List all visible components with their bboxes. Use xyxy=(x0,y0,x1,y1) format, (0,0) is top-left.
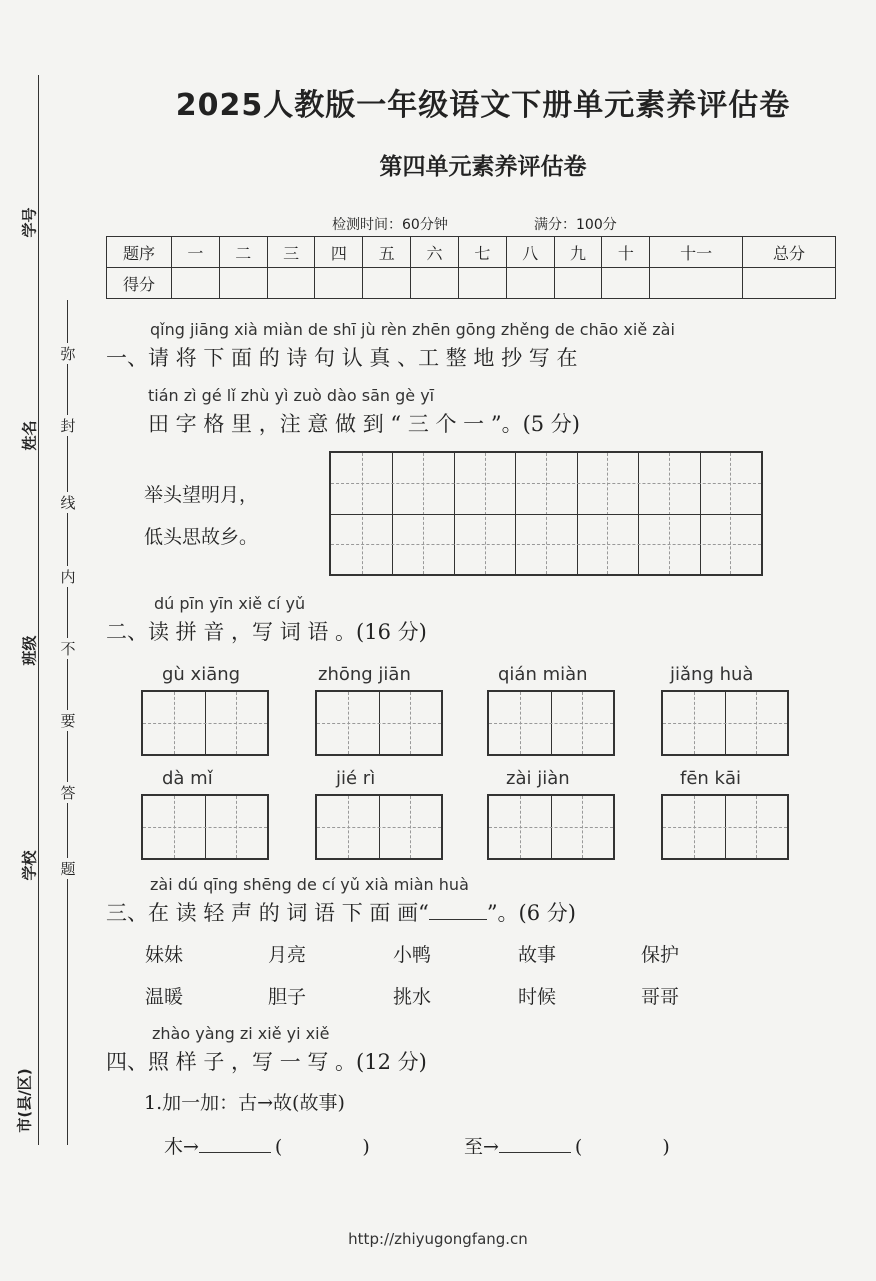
score-cell[interactable] xyxy=(506,268,554,299)
q4-item-1-paren-close: ) xyxy=(362,1136,370,1158)
q4-item-2-label: 至→ xyxy=(464,1136,499,1158)
q3-word[interactable]: 小鸭 xyxy=(393,944,432,966)
q3-word[interactable]: 哥哥 xyxy=(641,986,680,1008)
score-cell[interactable] xyxy=(363,268,411,299)
margin-label-school: 学校 xyxy=(20,850,39,881)
q3-underline-sample xyxy=(429,919,487,920)
seal-char: 题 xyxy=(57,858,79,879)
q4-instruction: 四、照 样 子 ，写 一 写 。(12 分) xyxy=(106,1050,427,1074)
score-col: 十 xyxy=(602,237,650,268)
score-cell[interactable] xyxy=(650,268,743,299)
exam-time: 检测时间：60分钟 xyxy=(332,217,448,233)
score-row-label: 得分 xyxy=(107,268,172,299)
q2-answer-box[interactable] xyxy=(141,794,269,860)
q2-word-pinyin: qián miàn xyxy=(498,664,588,685)
margin-label-name: 姓名 xyxy=(20,420,39,451)
exam-full-score: 满分：100分 xyxy=(534,217,617,233)
margin-label-class: 班级 xyxy=(20,635,39,666)
q4-item-2-paren-close: ) xyxy=(662,1136,670,1158)
score-table xyxy=(106,236,836,299)
q3-word[interactable]: 妹妹 xyxy=(145,944,184,966)
q1-poem-line2: 低头思故乡。 xyxy=(144,526,259,548)
box-dash-h xyxy=(489,723,613,724)
score-col: 二 xyxy=(219,237,267,268)
grid-dash-h xyxy=(331,483,761,484)
q2-word-pinyin: gù xiāng xyxy=(162,664,241,685)
score-cell[interactable] xyxy=(267,268,315,299)
score-cell[interactable] xyxy=(458,268,506,299)
score-col: 十一 xyxy=(650,237,743,268)
q2-answer-box[interactable] xyxy=(315,690,443,756)
q3-word[interactable]: 胆子 xyxy=(268,986,307,1008)
q3-word[interactable]: 保护 xyxy=(641,944,680,966)
score-cell[interactable] xyxy=(743,268,836,299)
score-cell[interactable] xyxy=(554,268,602,299)
box-dash-h xyxy=(663,723,787,724)
q2-answer-box[interactable] xyxy=(661,794,789,860)
box-dash-h xyxy=(143,827,267,828)
margin-label-city: 市(县/区) xyxy=(15,1068,34,1133)
exam-subtitle: 第四单元素养评估卷 xyxy=(379,154,587,180)
score-col: 九 xyxy=(554,237,602,268)
score-cell[interactable] xyxy=(172,268,220,299)
score-cell[interactable] xyxy=(315,268,363,299)
q2-word-pinyin: zhōng jiān xyxy=(318,664,411,685)
seal-char: 封 xyxy=(57,415,79,436)
q4-item-2 xyxy=(464,1130,670,1159)
seal-char: 线 xyxy=(57,492,79,513)
q2-answer-box[interactable] xyxy=(315,794,443,860)
q4-sub1-example: 1.加一加：古→故(故事) xyxy=(144,1092,345,1114)
q2-word-pinyin: jié rì xyxy=(336,768,376,789)
q2-answer-box[interactable] xyxy=(661,690,789,756)
score-col: 七 xyxy=(458,237,506,268)
box-dash-h xyxy=(317,827,441,828)
box-dash-h xyxy=(143,723,267,724)
q3-word[interactable]: 故事 xyxy=(518,944,557,966)
score-row-label: 题序 xyxy=(107,237,172,268)
score-col: 八 xyxy=(506,237,554,268)
seal-char: 要 xyxy=(57,710,79,731)
q4-item-1 xyxy=(164,1130,370,1159)
q2-answer-box[interactable] xyxy=(487,690,615,756)
seal-char: 内 xyxy=(57,566,79,587)
score-cell[interactable] xyxy=(219,268,267,299)
seal-char: 不 xyxy=(57,638,79,659)
q2-word-pinyin: dà mǐ xyxy=(162,768,213,789)
q2-answer-box[interactable] xyxy=(141,690,269,756)
q3-word[interactable]: 月亮 xyxy=(268,944,307,966)
score-col: 四 xyxy=(315,237,363,268)
score-table-score-row xyxy=(107,268,836,299)
q1-tianzige-grid[interactable] xyxy=(329,451,763,576)
seal-char: 答 xyxy=(57,782,79,803)
q1-poem-line1: 举头望明月， xyxy=(144,484,259,506)
score-cell[interactable] xyxy=(602,268,650,299)
q3-word[interactable]: 温暖 xyxy=(145,986,184,1008)
q3-word[interactable]: 挑水 xyxy=(393,986,432,1008)
q3-instruction xyxy=(106,897,576,927)
q2-word-pinyin: jiǎng huà xyxy=(670,664,754,685)
box-dash-h xyxy=(489,827,613,828)
score-col: 三 xyxy=(267,237,315,268)
score-col: 一 xyxy=(172,237,220,268)
q4-item-1-blank[interactable] xyxy=(199,1130,271,1153)
box-dash-h xyxy=(663,827,787,828)
q1-pinyin-line2: tián zì gé lǐ zhù yì zuò dào sān gè yī xyxy=(148,386,435,405)
q4-item-1-label: 木→ xyxy=(164,1136,199,1158)
q2-answer-box[interactable] xyxy=(487,794,615,860)
q2-word-pinyin: zài jiàn xyxy=(506,768,570,789)
q3-pinyin: zài dú qīng shēng de cí yǔ xià miàn huà xyxy=(150,875,469,894)
q2-word-pinyin: fēn kāi xyxy=(680,768,741,789)
q3-word[interactable]: 时候 xyxy=(518,986,557,1008)
q2-pinyin: dú pīn yīn xiě cí yǔ xyxy=(154,594,306,613)
grid-dash-h xyxy=(331,544,761,545)
score-col: 总分 xyxy=(743,237,836,268)
grid-row-line xyxy=(331,514,761,515)
q3-instruction-before: 三、在 读 轻 声 的 词 语 下 面 画“ xyxy=(106,901,429,925)
score-table-header-row xyxy=(107,237,836,268)
q1-pinyin-line1: qǐng jiāng xià miàn de shī jù rèn zhēn gōng zhěng de chāo xiě zài xyxy=(150,320,675,339)
score-cell[interactable] xyxy=(411,268,459,299)
q4-item-1-paren-open: ( xyxy=(274,1136,283,1158)
score-col: 五 xyxy=(363,237,411,268)
footer-watermark-url: http://zhiyugongfang.cn xyxy=(348,1230,528,1248)
q1-instruction-line1: 一、请 将 下 面 的 诗 句 认 真 、工 整 地 抄 写 在 xyxy=(106,346,578,370)
margin-label-student-id: 学号 xyxy=(20,207,39,238)
box-dash-h xyxy=(317,723,441,724)
exam-title: 2025人教版一年级语文下册单元素养评估卷 xyxy=(175,88,791,123)
q3-instruction-after: ”。(6 分) xyxy=(486,901,576,925)
seal-char: 弥 xyxy=(57,343,79,364)
q1-instruction-line2: 田 字 格 里 ，注 意 做 到 “ 三 个 一 ”。(5 分) xyxy=(148,412,580,436)
q4-pinyin: zhào yàng zi xiě yi xiě xyxy=(152,1024,330,1043)
q2-instruction: 二、读 拼 音 ，写 词 语 。(16 分) xyxy=(106,620,427,644)
q4-item-2-blank[interactable] xyxy=(499,1130,571,1153)
score-col: 六 xyxy=(411,237,459,268)
q4-item-2-paren-open: ( xyxy=(574,1136,583,1158)
